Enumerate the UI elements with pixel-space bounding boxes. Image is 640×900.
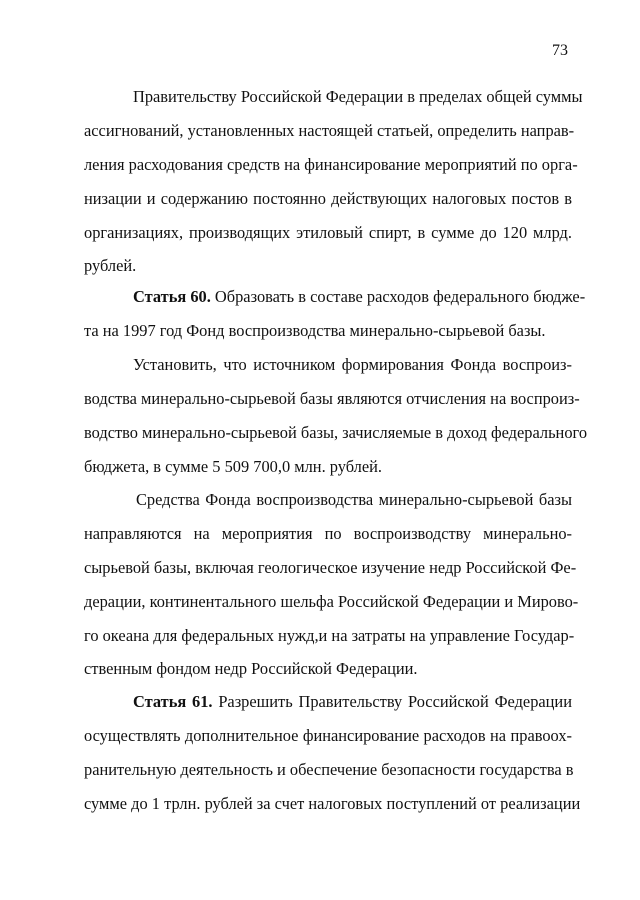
text-line: водство минерально-сырьевой базы, зачисляемые в доход федерального xyxy=(84,422,588,442)
text-line: сырьевой базы, включая геологическое изучение недр Российской Фе- xyxy=(84,557,577,577)
paragraph-fund-source xyxy=(84,348,588,484)
article-61-text: Разрешить Правительству Российской Федерации xyxy=(212,692,572,711)
text-line: ления расходования средств на финансирование мероприятий по орга- xyxy=(84,154,578,174)
text-line: ассигнований, установленных настоящей статьей, определить направ- xyxy=(84,120,575,140)
text-line: осуществлять дополнительное финансирование расходов на правоох- xyxy=(84,725,572,745)
text-line: дерации, континентального шельфа Российской Федерации и Мирово- xyxy=(84,591,579,611)
text-line: Средства Фонда воспроизводства минерально-сырьевой базы xyxy=(136,490,572,509)
article-61 xyxy=(84,685,581,821)
page-number: 73 xyxy=(552,42,568,59)
article-60-text: Образовать в составе расходов федерального бюдже- xyxy=(210,287,586,306)
text-line: направляются на мероприятия по воспроизводству минерально- xyxy=(84,523,572,543)
text-line xyxy=(84,685,572,719)
text-line: организациях, производящих этиловый спирт, в сумме до 120 млрд. xyxy=(84,222,572,242)
text-line: бюджета, в сумме 5 509 700,0 млн. рублей. xyxy=(84,456,382,476)
paragraph-government-allocation xyxy=(84,80,583,283)
text-line xyxy=(84,280,586,314)
text-line: сумме до 1 трлн. рублей за счет налоговых поступлений от реализации xyxy=(84,793,581,813)
text-line: ранительную деятельность и обеспечение безопасности государства в xyxy=(84,759,574,779)
text-line: го океана для федеральных нужд,и на затраты на управление Государ- xyxy=(84,625,575,645)
text-line: рублей. xyxy=(84,256,137,276)
text-line: Установить, что источником формирования Фонда воспроиз- xyxy=(133,355,572,374)
text-line: водства минерально-сырьевой базы являются отчисления на воспроиз- xyxy=(84,388,580,408)
text-line: та на 1997 год Фонд воспроизводства минерально-сырьевой базы. xyxy=(84,320,546,340)
article-60 xyxy=(84,280,586,348)
article-61-heading: Статья 61. xyxy=(133,692,213,711)
article-60-heading: Статья 60. xyxy=(133,287,211,306)
text-line: низации и содержанию постоянно действующих налоговых постов в xyxy=(84,188,572,208)
paragraph-fund-usage xyxy=(84,483,579,686)
text-line: Правительству Российской Федерации в пределах общей суммы xyxy=(133,87,583,106)
text-line: ственным фондом недр Российской Федерации. xyxy=(84,659,418,679)
